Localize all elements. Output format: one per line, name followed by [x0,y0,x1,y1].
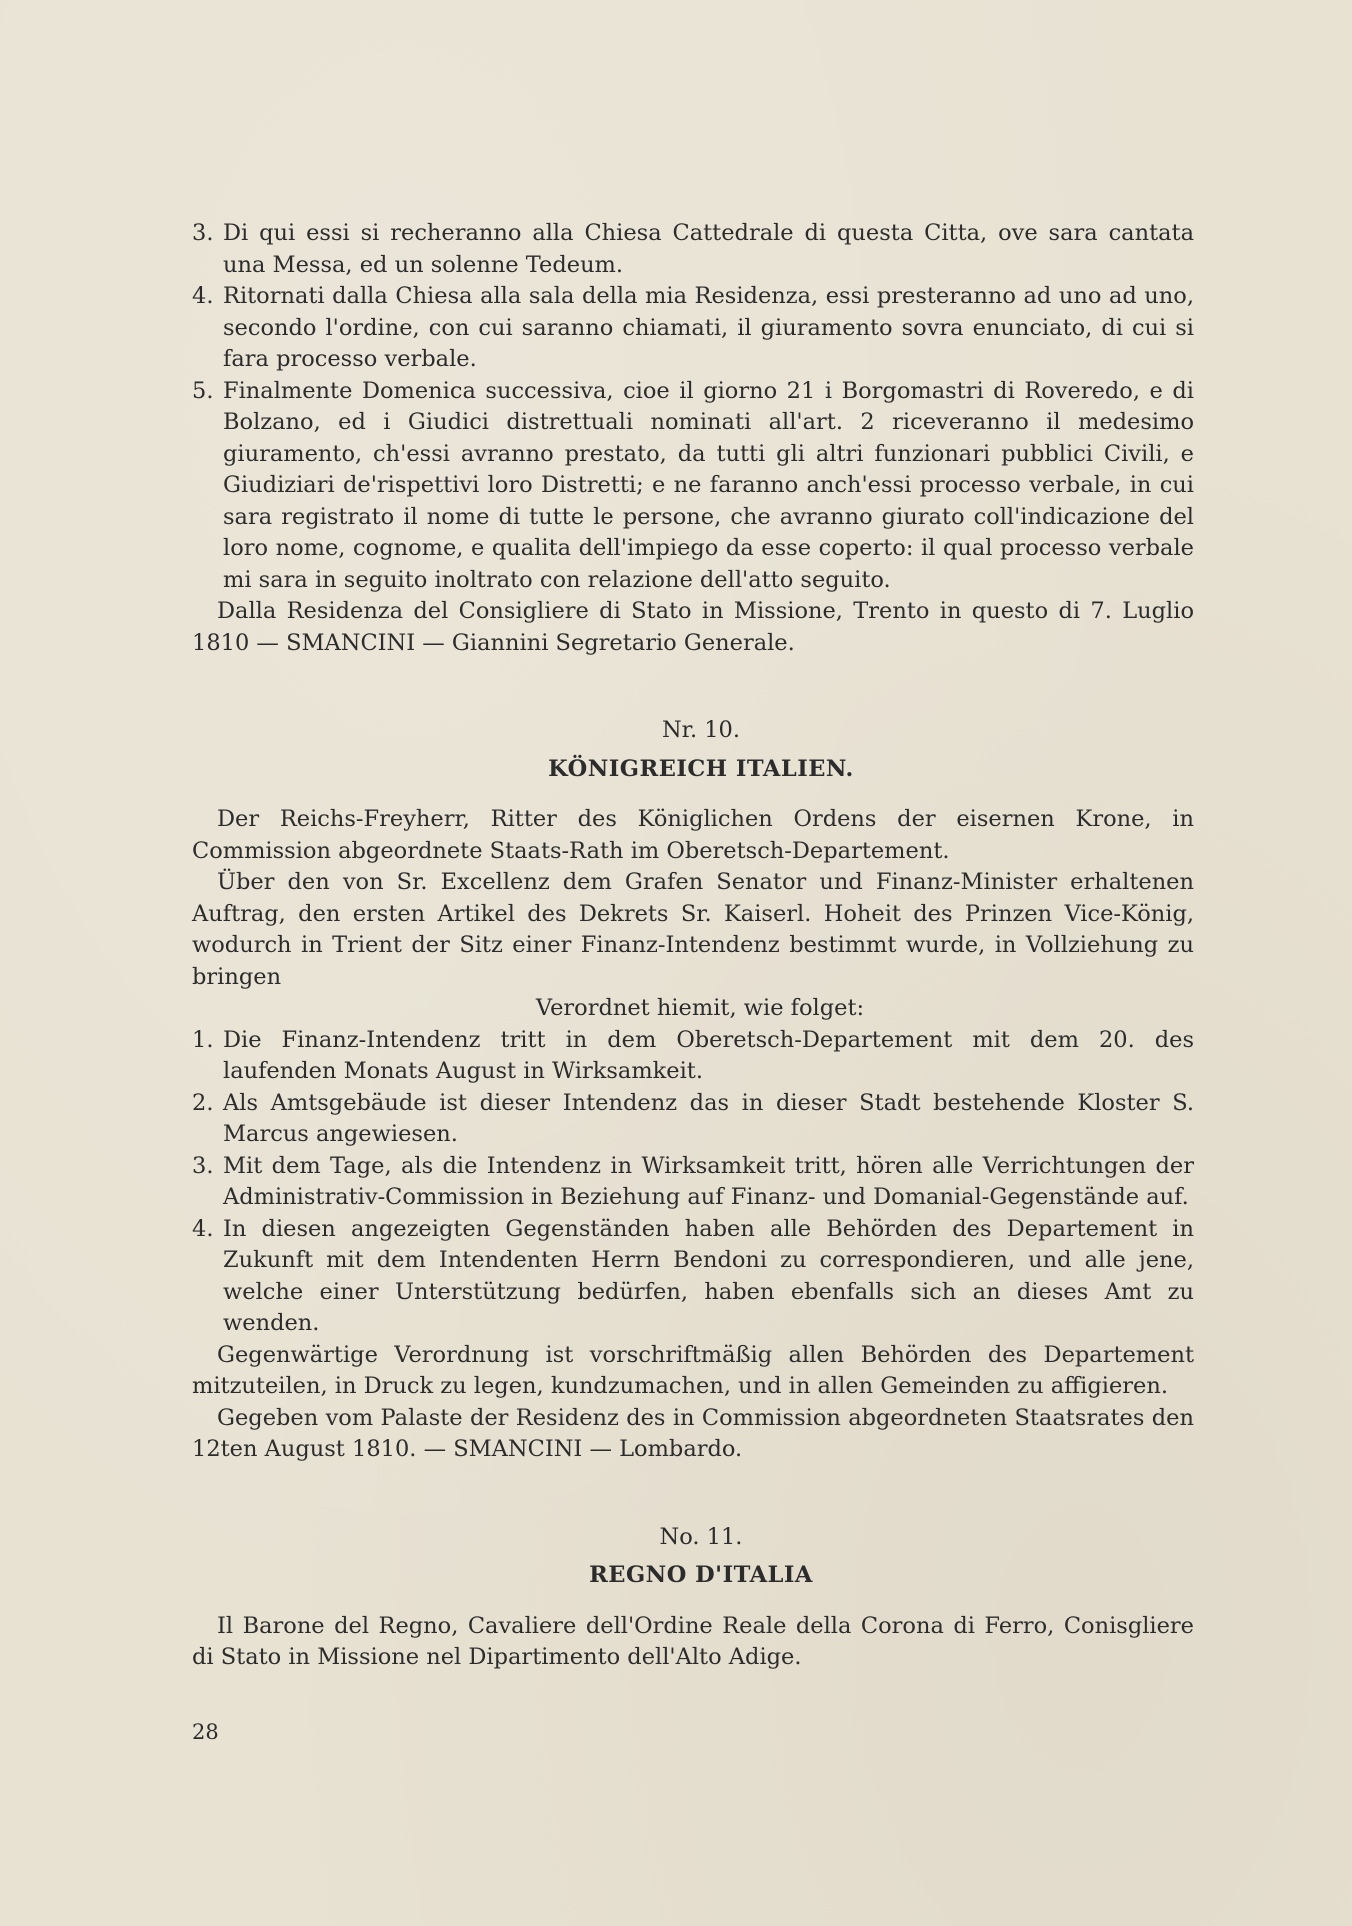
item-text: In diesen angezeigten Gegenständen haben alle Behörden des Departement in Zukunft mit dem Intendenten Herrn Bendoni zu correspondieren, und alle jene, welche einer Unterstützung bedürfen, haben ebenfalls sich an dieses Amt zu wenden. [223,1215,1194,1336]
item-number: 3. [192,220,214,246]
section-10-intro: Der Reichs-Freyherr, Ritter des Königlichen Ordens der eisernen Krone, in Commission abgeordnete Staats-Rath im Oberetsch-Departement. [192,806,1194,864]
section-10-verordnet: Verordnet hiemit, wie folget: [535,995,865,1021]
section-11-number: No. 11. [659,1523,743,1550]
section-10-closing-2: Gegeben vom Palaste der Residenz des in Commission abgeordneten Staatsrates den 12ten August 1810. — SMANCINI — Lombardo. [192,1404,1194,1462]
german-item-3 [192,1151,1194,1214]
section-10-closing-1: Gegenwärtige Verordnung ist vorschriftmäßig allen Behörden des Departement mitzuteilen, in Druck zu legen, kundzumachen, und in allen Gemeinden zu affigieren. [192,1341,1194,1399]
german-item-1 [192,1025,1194,1088]
item-number: 4. [192,1215,214,1242]
italian-decree-closing: Dalla Residenza del Consigliere di Stato in Missione, Trento in questo di 7. Luglio 1810 — SMANCINI — Giannini Segretario Generale. [192,598,1194,656]
italian-item-4 [192,281,1194,376]
item-text: Als Amtsgebäude ist dieser Intendenz das in dieser Stadt bestehende Kloster S. Marcus angewiesen. [223,1089,1194,1147]
item-number: 4. [192,283,214,309]
item-number: 1. [192,1026,214,1053]
item-number: 3. [192,1152,214,1179]
section-10-preamble: Über den von Sr. Excellenz dem Grafen Senator und Finanz-Minister erhaltenen Auftrag, den ersten Artikel des Dekrets Sr. Kaiserl. Hoheit des Prinzen Vice-König, wodurch in Trient der Sitz einer Finanz-Intendenz bestimmt wurde, in Vollziehung zu bringen [192,869,1194,990]
section-11-intro: Il Barone del Regno, Cavaliere dell'Ordine Reale della Corona di Ferro, Conisgliere di Stato in Missione nel Dipartimento dell'Alto Adige. [192,1612,1194,1670]
italian-item-5 [192,376,1194,597]
section-10-number: Nr. 10. [661,717,741,743]
section-10-title: KÖNIGREICH ITALIEN. [548,755,854,782]
section-11-title: REGNO D'ITALIA [589,1562,813,1588]
item-number: 2. [192,1089,214,1116]
item-text: Di qui essi si recheranno alla Chiesa Cattedrale di questa Citta, ove sara cantata una Messa, ed un solenne Tedeum. [223,220,1194,278]
german-item-2 [192,1088,1194,1151]
page-number: 28 [192,1720,219,1744]
item-text: Mit dem Tage, als die Intendenz in Wirksamkeit tritt, hören alle Verrichtungen der Administrativ-Commission in Beziehung auf Finanz- und Domanial-Gegenstände auf. [223,1152,1194,1210]
italian-item-3 [192,218,1194,281]
item-text: Die Finanz-Intendenz tritt in dem Oberetsch-Departement mit dem 20. des laufenden Monats August in Wirksamkeit. [223,1026,1194,1084]
german-item-4 [192,1214,1194,1340]
document-body [192,218,1194,1674]
item-text: Ritornati dalla Chiesa alla sala della mia Residenza, essi presteranno ad uno ad uno, secondo l'ordine, con cui saranno chiamati, il giuramento sovra enunciato, di cui si fara processo verbale. [223,283,1194,372]
item-number: 5. [192,377,214,404]
item-text: Finalmente Domenica successiva, cioe il giorno 21 i Borgomastri di Roveredo, e di Bolzano, ed i Giudici distrettuali nominati all'art. 2 riceveranno il medesimo giuramento, ch'essi avranno prestato, da tutti gli altri funzionari pubblici Civili, e Giudiziari de'rispettivi loro Distretti; e ne faranno anch'essi processo verbale, in cui sara registrato il nome di tutte le persone, che avranno giurato coll'indicazione del loro nome, cognome, e qualita dell'impiego da esse coperto: il qual processo verbale mi sara in seguito inoltrato con relazione dell'atto seguito. [223,377,1194,593]
